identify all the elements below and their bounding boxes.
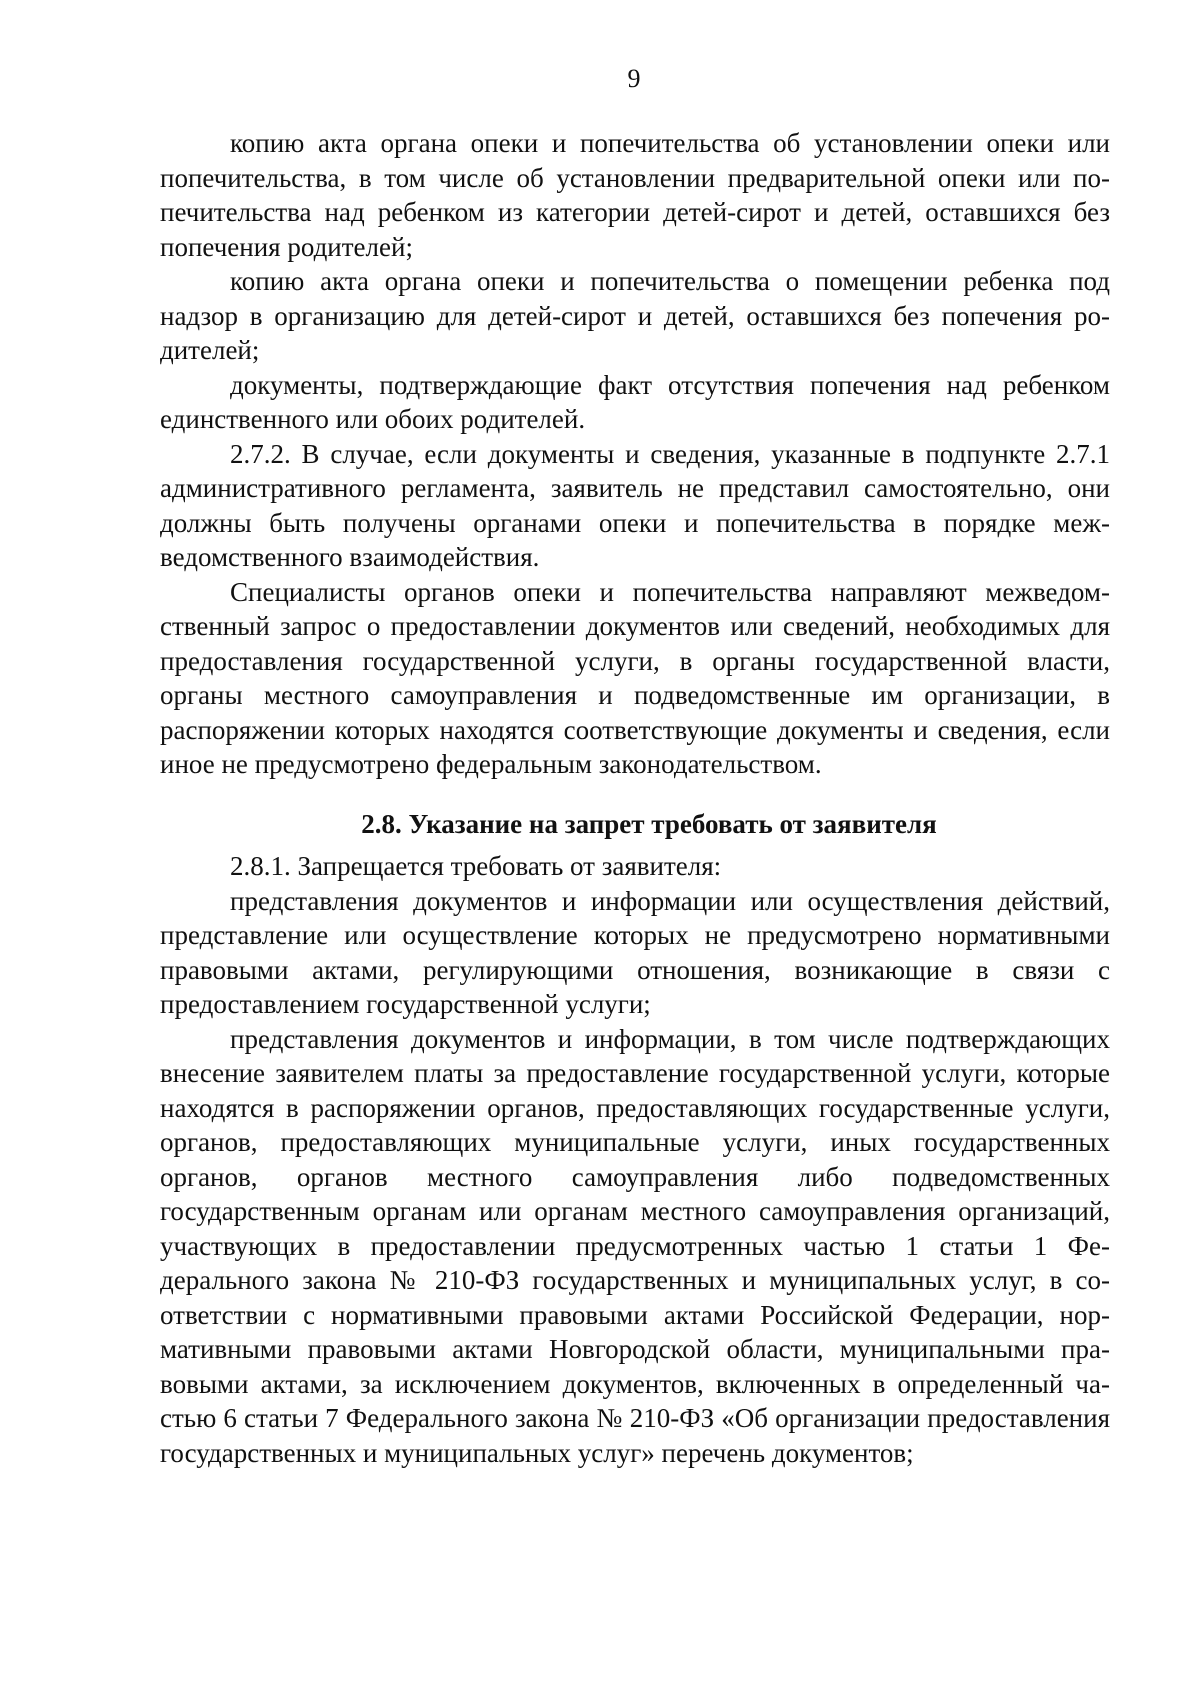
paragraph-placement-act-copy: копию акта органа опеки и попечительства о помещении ребенка под надзор в организацию для детей-сирот и детей, оставшихся без попечения родителей; (160, 266, 1110, 365)
paragraph-prohibition-documents: представления документов и информации, в том числе подтверждающих внесение заявителем платы за предоставление государственной услуги, которые находятся в распоряжении органов, предоставляющих государственные услуги, органов, предоставляющих муниципальные услуги, иных государственных органов, органов местного самоуправления либо подведомственных государственным органам или органам местного самоуправления организаций, участвующих в предоставлении предусмотренных частью 1 статьи 1 Федерального закона № 210-ФЗ государственных и муниципальных услуг, в соответствии с нормативными правовыми актами Российской Федерации, нормативными правовыми актами Новгородской области, муниципальными правовыми актами, за исключением документов, включенных в определенный частью 6 статьи 7 Федерального закона № 210-ФЗ «Об организации предоставления государственных и муниципальных услуг» перечень документов; (160, 1023, 1110, 1468)
paragraph-prohibition-actions: представления документов и информации или осуществления действий, представление или осуществление которых не предусмотрено нормативными правовыми актами, регулирующими отношения, возникающие в связи с предоставлением государственной услуги; (160, 885, 1110, 1019)
paragraph-2-7-2: 2.7.2. В случае, если документы и сведения, указанные в подпункте 2.7.1 административного регламента, заявитель не представил самостоятельно, они должны быть получены органами опеки и попечительства в порядке межведомственного взаимодействия. (160, 438, 1110, 572)
paragraph-guardianship-act-copy: копию акта органа опеки и попечительства об установлении опеки или попечительства, в том числе об установлении предварительной опеки или попечительства над ребенком из категории детей-сирот и детей, оставшихся без попечения родителей; (160, 128, 1110, 262)
paragraph-absence-of-care-documents: документы, подтверждающие факт отсутствия попечения над ребенком единственного или обоих родителей. (160, 369, 1110, 434)
page-number: 9 (627, 64, 641, 93)
paragraph-2-8-1: 2.8.1. Запрещается требовать от заявителя: (230, 851, 722, 881)
paragraph-interagency-request: Специалисты органов опеки и попечительства направляют межведомственный запрос о предоставлении документов или сведений, необходимых для предоставления государственной услуги, в органы государственной власти, органы местного самоуправления и подведомственные им организации, в распоряжении которых находятся соответствующие документы и сведения, если иное не предусмотрено федеральным законодательством. (160, 576, 1110, 779)
section-heading-2-8: 2.8. Указание на запрет требовать от заявителя (361, 808, 937, 839)
document-body (160, 126, 1110, 1470)
